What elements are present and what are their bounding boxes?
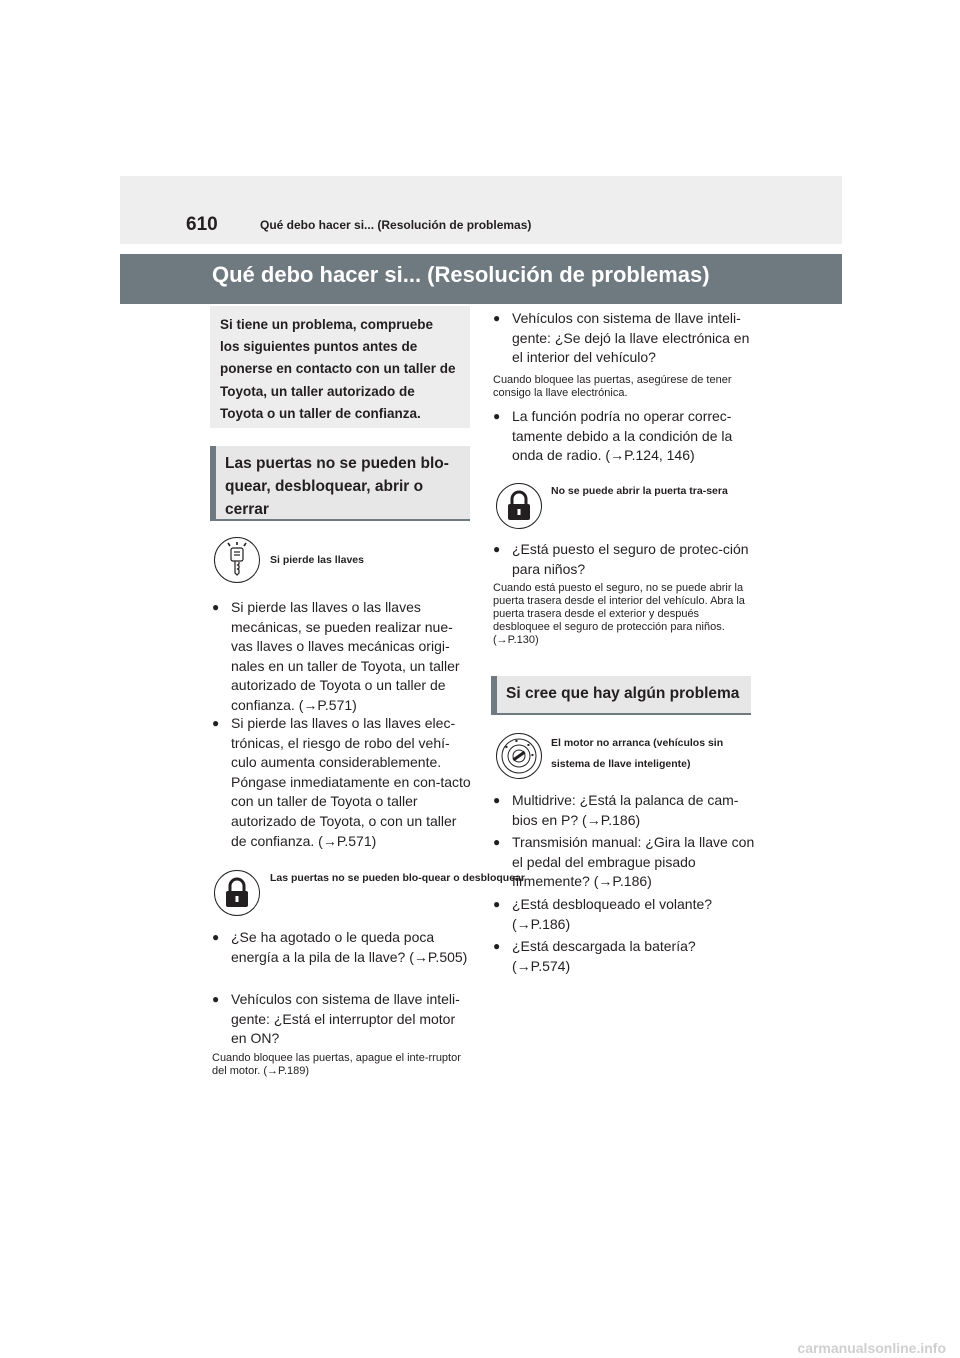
rear-door-label: No se puede abrir la puerta tra-sera xyxy=(551,485,728,497)
page-number: 610 xyxy=(186,214,218,235)
cannot-lock-note-2: Cuando bloquee las puertas, asegúrese de tener consigo la llave electrónica. xyxy=(493,374,732,399)
cannot-lock-bullet-1: ● ¿Se ha agotado o le queda poca energía a la pila de la llave? (→P.505) xyxy=(212,928,474,967)
section-heading-doors xyxy=(210,446,470,521)
watermark: carmanualsonline.info xyxy=(797,1340,946,1356)
engine-bullet-3: ● ¿Está desbloqueado el volante? (→P.186) xyxy=(493,895,755,934)
lost-keys-bullet-2: ● Si pierde las llaves o las llaves elec-trónicas, el riesgo de robo del vehí-culo aumenta considerablemente. Póngase inmediatamente en con-tacto con un taller de Toyota o taller autorizado de Toyota, o con un taller de confianza. (→P.571) xyxy=(212,714,474,851)
engine-bullet-2: ● Transmisión manual: ¿Gira la llave con el pedal del embrague pisado firmemente? (→P.186) xyxy=(493,833,755,892)
section-heading-doors-text: Las puertas no se pueden blo-quear, desbloquear, abrir o cerrar xyxy=(225,455,449,518)
page-title-bar xyxy=(120,254,842,304)
intro-box xyxy=(210,306,470,428)
cannot-lock-label: Las puertas no se pueden blo-quear o desbloquear xyxy=(270,872,525,884)
engine-label: El motor no arranca (vehículos sin sistema de llave inteligente) xyxy=(551,737,724,770)
lost-keys-bullet-1: ● Si pierde las llaves o las llaves mecánicas, se pueden realizar nue-vas llaves o llaves mecánicas origi-nales en un taller de Toyota, un taller autorizado de Toyota o un taller de confianza. (→P.571) xyxy=(212,598,474,716)
svg-text:▪: ▪ xyxy=(531,752,534,757)
rear-door-bullet: ● ¿Está puesto el seguro de protec-ción para niños? xyxy=(493,540,755,579)
svg-text:▪: ▪ xyxy=(515,738,518,743)
ignition-switch-icon xyxy=(496,733,542,779)
page-title: Qué debo hacer si... (Resolución de problemas) xyxy=(212,262,710,287)
padlock-icon xyxy=(496,483,542,529)
padlock-icon xyxy=(214,870,260,916)
engine-bullet-1: ● Multidrive: ¿Está la palanca de cam-bios en P? (→P.186) xyxy=(493,791,755,830)
lost-keys-label: Si pierde las llaves xyxy=(270,554,364,566)
cannot-lock-bullet-2: ● Vehículos con sistema de llave inteli-gente: ¿Está el interruptor del motor en ON? xyxy=(212,990,474,1049)
intro-text: Si tiene un problema, compruebe los siguientes puntos antes de ponerse en contacto con un taller de Toyota, un taller autorizado de Toyota o un taller de confianza. xyxy=(220,317,456,421)
key-icon xyxy=(214,537,260,583)
rear-door-note: Cuando está puesto el seguro, no se puede abrir la puerta trasera desde el interior del vehículo. Abra la puerta trasera desde el exterior y después desbloquee el seguro de protección para niños. (→P.130) xyxy=(493,582,745,646)
section-heading-problem-text: Si cree que hay algún problema xyxy=(506,685,740,702)
section-heading-problem xyxy=(491,676,751,715)
cannot-lock-bullet-4: ● La función podría no operar correc-tamente debido a la condición de la onda de radio. (→P.124, 146) xyxy=(493,407,755,466)
engine-bullet-4: ● ¿Está descargada la batería? (→P.574) xyxy=(493,937,755,976)
running-title: Qué debo hacer si... (Resolución de problemas) xyxy=(260,218,532,232)
cannot-lock-bullet-3: ● Vehículos con sistema de llave inteli-gente: ¿Se dejó la llave electrónica en el interior del vehículo? xyxy=(493,309,755,368)
svg-text:▪: ▪ xyxy=(527,742,530,747)
svg-text:▪: ▪ xyxy=(505,744,508,749)
header-band xyxy=(120,176,842,244)
cannot-lock-note-1: Cuando bloquee las puertas, apague el inte-rruptor del motor. (→P.189) xyxy=(212,1052,461,1077)
